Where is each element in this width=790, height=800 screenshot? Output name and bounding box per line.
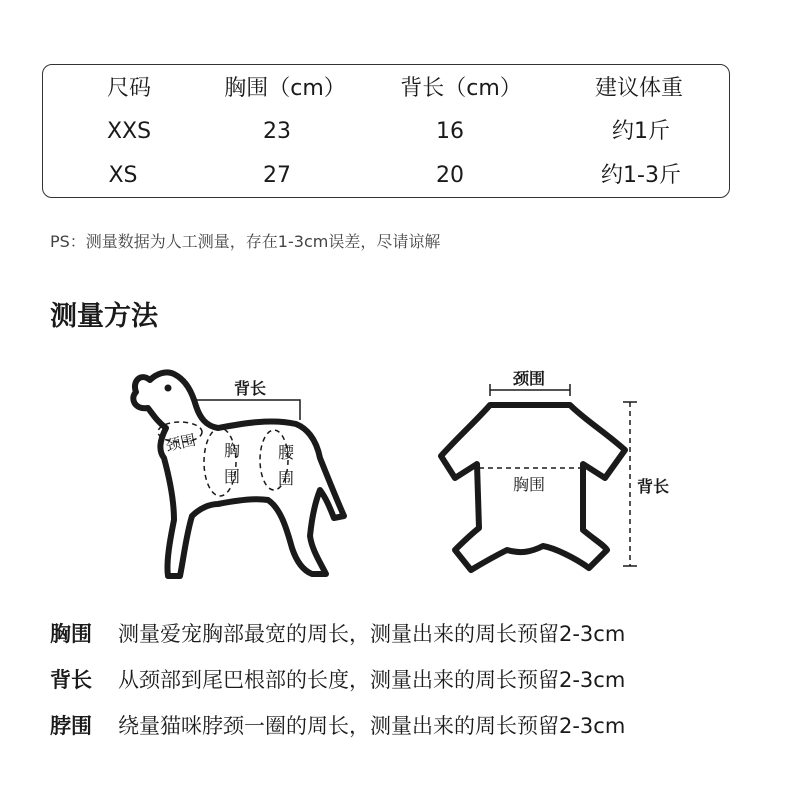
dog-back-label: 背长 bbox=[234, 379, 267, 398]
row-xxs-weight: 约1斤 bbox=[612, 119, 670, 144]
dog-waist-label-1: 腰 bbox=[278, 443, 295, 462]
row-xxs-chest: 23 bbox=[263, 119, 291, 144]
dog-chest-label-2: 围 bbox=[224, 467, 241, 486]
method-term: 背长 bbox=[50, 668, 92, 692]
row-xxs-size: XXS bbox=[106, 119, 152, 144]
method-desc: 绕量猫咪脖颈一圈的周长，测量出来的周长预留2-3cm bbox=[118, 714, 626, 738]
dog-measurement-diagram bbox=[110, 340, 360, 585]
measurement-note: PS：测量数据为人工测量，存在1-3cm误差，尽请谅解 bbox=[50, 232, 441, 251]
dog-chest-label-1: 胸 bbox=[224, 441, 241, 460]
row-xs-chest: 27 bbox=[263, 163, 291, 188]
header-size: 尺码 bbox=[106, 76, 152, 101]
garment-chest-label: 胸围 bbox=[513, 475, 546, 494]
method-row-back bbox=[50, 670, 625, 691]
garment-back-label: 背长 bbox=[637, 477, 670, 496]
dog-silhouette-icon bbox=[110, 340, 360, 585]
dog-waist-label-2: 围 bbox=[278, 469, 295, 488]
pet-shirt-icon bbox=[425, 360, 685, 580]
section-title: 测量方法 bbox=[50, 301, 158, 332]
method-row-chest bbox=[50, 624, 625, 645]
dog-neck-label: 颈围 bbox=[164, 430, 198, 455]
method-term: 脖围 bbox=[50, 714, 92, 738]
row-xs-back: 20 bbox=[436, 163, 464, 188]
header-weight: 建议体重 bbox=[594, 76, 684, 101]
header-back-length: 背长（cm） bbox=[400, 76, 522, 101]
row-xxs-back: 16 bbox=[436, 119, 464, 144]
method-row-neck bbox=[50, 716, 625, 737]
method-term: 胸围 bbox=[50, 622, 92, 646]
method-desc: 测量爱宠胸部最宽的周长，测量出来的周长预留2-3cm bbox=[118, 622, 626, 646]
garment-neck-label: 颈围 bbox=[513, 369, 546, 388]
header-chest: 胸围（cm） bbox=[224, 76, 346, 101]
garment-measurement-diagram bbox=[425, 360, 685, 580]
row-xs-weight: 约1-3斤 bbox=[601, 163, 681, 188]
method-desc: 从颈部到尾巴根部的长度，测量出来的周长预留2-3cm bbox=[118, 668, 626, 692]
row-xs-size: XS bbox=[108, 163, 138, 188]
size-table bbox=[42, 64, 730, 198]
